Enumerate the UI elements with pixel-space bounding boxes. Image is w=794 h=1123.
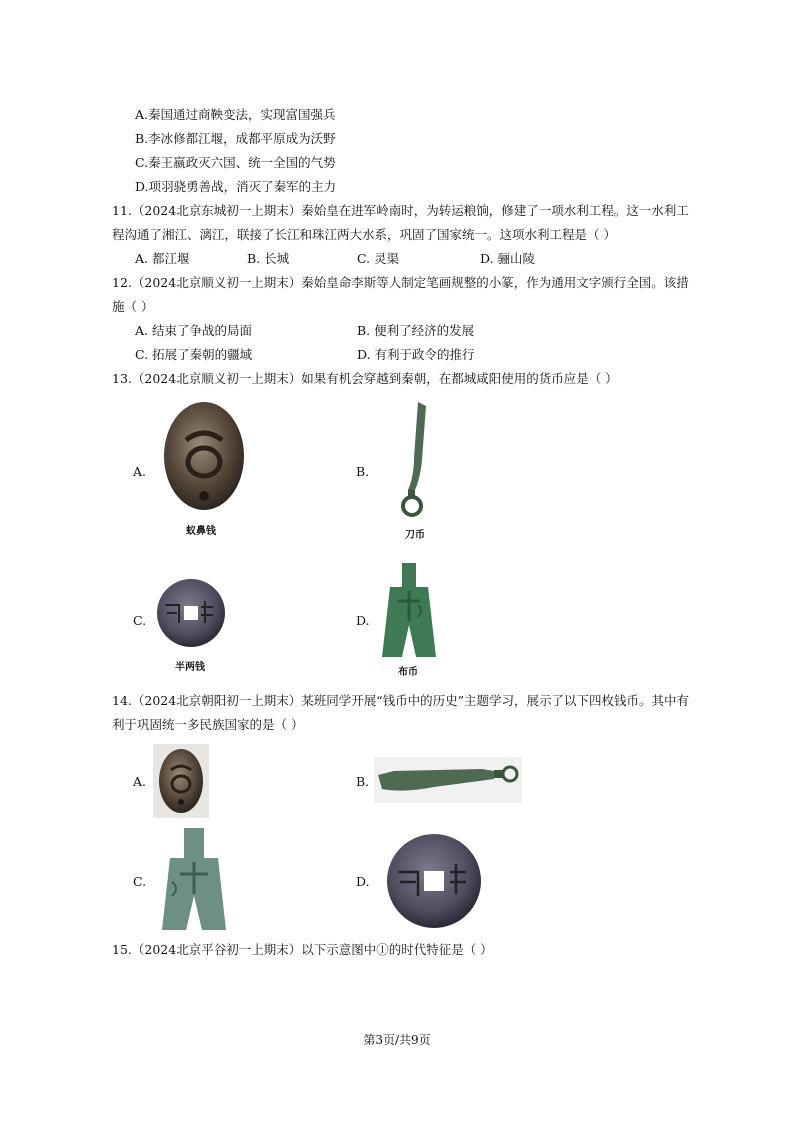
q14-stem-line1: 14.（2024北京朝阳初一上期末）某班同学开展“钱币中的历史”主题学习，展示了以下四枚钱币。其中有 <box>112 693 689 708</box>
q15-stem: 15.（2024北京平谷初一上期末）以下示意图中①的时代特征是（ ） <box>112 942 493 957</box>
q13-stem: 13.（2024北京顺义初一上期末）如果有机会穿越到秦朝，在都城咸阳使用的货币应是（ ） <box>112 371 618 386</box>
q10-option-d: D.项羽骁勇善战，消灭了秦军的主力 <box>135 179 337 194</box>
q11-option-a: A. 都江堰 <box>135 251 190 266</box>
q13-caption-b: 刀币 <box>405 530 425 541</box>
q14-stem-line2: 利于巩固统一多民族国家的是（ ） <box>112 717 304 732</box>
q13-knife-coin-image <box>390 400 440 530</box>
q11-option-d: D. 骊山陵 <box>480 251 536 266</box>
q14-spade-coin-image <box>158 826 230 934</box>
q12-stem-line2: 施（ ） <box>112 299 154 314</box>
q13-label-a: A. <box>133 464 147 479</box>
q14-label-d: D. <box>356 874 370 889</box>
q10-option-c: C.秦王嬴政灭六国、统一全国的气势 <box>135 155 336 170</box>
q14-ant-nose-coin-image <box>153 744 209 818</box>
q14-label-c: C. <box>133 874 147 889</box>
q13-ant-nose-coin-image <box>160 400 248 522</box>
q13-label-c: C. <box>133 613 147 628</box>
q13-spade-coin-image <box>378 561 440 661</box>
q12-option-b: B. 便利了经济的发展 <box>357 323 475 338</box>
q12-option-a: A. 结束了争战的局面 <box>135 323 253 338</box>
page-footer: 第3页/共9页 <box>363 1033 431 1047</box>
q11-option-b: B. 长城 <box>247 251 290 266</box>
q13-banliang-coin-image <box>155 573 227 657</box>
q10-option-a: A.秦国通过商鞅变法，实现富国强兵 <box>135 107 336 122</box>
q13-label-d: D. <box>356 613 370 628</box>
q12-option-c: C. 拓展了秦朝的疆域 <box>135 347 253 362</box>
q14-label-a: A. <box>133 774 147 789</box>
q14-knife-coin-image <box>374 757 522 803</box>
q14-banliang-coin-image <box>384 830 484 932</box>
q13-label-b: B. <box>356 464 370 479</box>
q11-stem-line1: 11.（2024北京东城初一上期末）秦始皇在进军岭南时，为转运粮饷，修建了一项水利工程。这一水利工 <box>112 203 689 218</box>
q13-caption-c: 半两钱 <box>175 662 205 673</box>
q10-option-b: B.李冰修都江堰，成都平原成为沃野 <box>135 131 336 146</box>
q11-stem-line2: 程沟通了湘江、漓江，联接了长江和珠江两大水系，巩固了国家统一。这项水利工程是（ ） <box>112 227 616 242</box>
q13-caption-a: 蚁鼻钱 <box>186 526 216 537</box>
q12-option-d: D. 有利于政令的推行 <box>357 347 475 362</box>
q14-label-b: B. <box>356 774 370 789</box>
q12-stem-line1: 12.（2024北京顺义初一上期末）秦始皇命李斯等人制定笔画规整的小篆，作为通用文字颁行全国。该措 <box>112 275 689 290</box>
q11-option-c: C. 灵渠 <box>357 251 400 266</box>
q13-caption-d: 布币 <box>398 667 418 678</box>
